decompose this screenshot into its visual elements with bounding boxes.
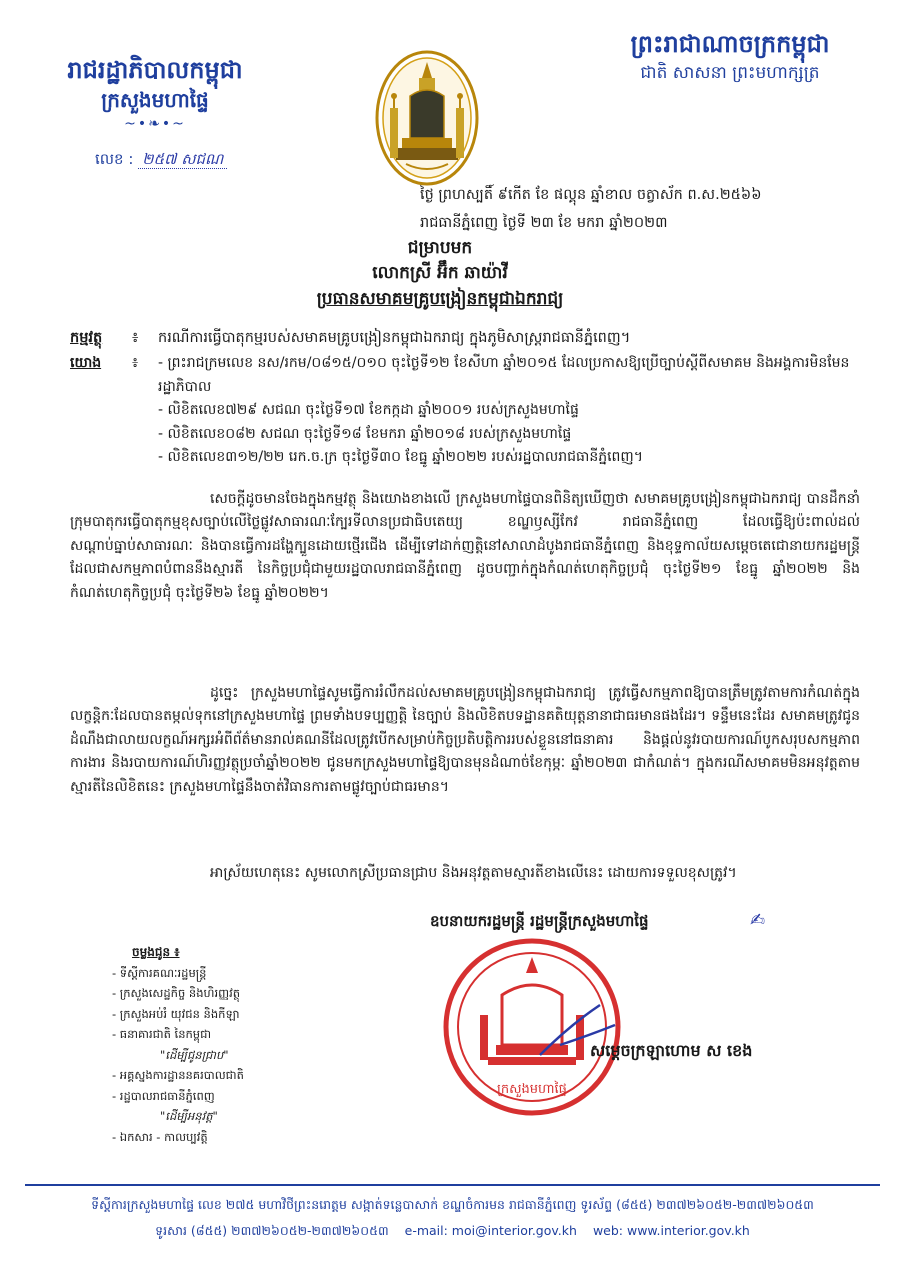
official-seal-icon: [440, 935, 625, 1120]
cc-item: - ក្រសួងសេដ្ឋកិច្ច និងហិរញ្ញវត្ថុ: [112, 986, 241, 1000]
kingdom-header: [590, 28, 870, 86]
recipient-title: ប្រធានសមាគមគ្រូបង្រៀនកម្ពុជាឯករាជ្យ: [316, 289, 564, 309]
signatory-title: ឧបនាយករដ្ឋមន្ត្រី រដ្ឋមន្ត្រីក្រសួងមហាផ្ទៃ: [430, 912, 649, 930]
cc-list: [112, 942, 372, 1147]
kingdom-name: ព្រះរាជាណាចក្រកម្ពុជា: [630, 30, 830, 58]
reference-item: - លិខិតលេខ៧២៩ សជណ ចុះថ្ងៃទី១៧ ខែកក្កដា ឆ្នាំ២០០១ របស់ក្រសួងមហាផ្ទៃ: [158, 402, 579, 418]
footer-divider: [25, 1184, 880, 1186]
subject-label: កម្មវត្ថុ: [70, 330, 103, 346]
references-label: យោង: [70, 355, 102, 371]
royal-emblem-icon: [372, 48, 482, 188]
footer-fax: ទូរសារ (៨៥៥) ២៣៧២៦០៥២-២៣៧២៦០៥៣: [155, 1223, 389, 1238]
recipient-block: [160, 236, 720, 313]
reference-item: - លិខិតលេខ៣១២/២២ រេក.ច.ក្រ ចុះថ្ងៃទី៣០ ខែធ្នូ ឆ្នាំ២០២២ របស់រដ្ឋបាលរាជធានីភ្នំពេញ។: [158, 449, 643, 465]
ministry-header: [40, 55, 270, 133]
cc-purpose: "ដើម្បីអនុវត្ត": [160, 1109, 218, 1123]
body-paragraph-3: អាស្រ័យហេតុនេះ សូមលោកស្រីប្រធានជ្រាប និងអនុវត្តតាមស្មារតីខាងលើនេះ ដោយការទទួលខុសត្រូវ។: [210, 865, 737, 881]
ministry-name: ក្រសួងមហាផ្ទៃ: [101, 88, 209, 112]
ornament: ~•❧•~: [124, 116, 186, 132]
seal-text: ក្រសួងមហាផ្ទៃ: [497, 1082, 567, 1097]
reference-value: ២៥៧ សជណ: [138, 150, 227, 169]
body-paragraph-2: ដូច្នេះ ក្រសួងមហាផ្ទៃសូមធ្វើការរំលឹកដល់សមាគមគ្រូបង្រៀនកម្ពុជាឯករាជ្យ ត្រូវធ្វើសកម្មភាពឱ្យបានត្រឹមត្រូវតាមការកំណត់ក្នុងលក្ខន្តិកៈដែលបានតម្កល់ទុកនៅក្រសួងមហាផ្ទៃ ព្រមទាំងបទប្បញ្ញត្តិ នៃច្បាប់ និងលិខិតបទដ្ឋានគតិយុត្តនានាជាធរមានផងដែរ។ ទន្ទឹមនេះដែរ សមាគមត្រូវជូនដំណឹងជាលាយលក្ខណ៍អក្សរអំពីព័ត៌មានរាល់គណនីដែលត្រូវបើកសម្រាប់កិច្ចប្រតិបត្តិការរបស់ខ្លួននៅធនាគារ និងផ្តល់នូវរបាយការណ៍បូកសរុបសកម្មភាពការងារ និងរបាយការណ៍ហិរញ្ញវត្ថុប្រចាំឆ្នាំ២០២២ ជូនមកក្រសួងមហាផ្ទៃឱ្យបានមុនដំណាច់ខែកុម្ភៈ ឆ្នាំ២០២៣ ជាកំណត់។ ក្នុងករណីសមាគមមិនអនុវត្តតាមស្មារតីនៃលិខិតនេះ ក្រសួងមហាផ្ទៃនឹងចាត់វិធានការតាមផ្លូវច្បាប់ជាធរមាន។: [70, 685, 860, 795]
reference-label: លេខ :: [95, 150, 134, 168]
body-paragraph-1: សេចក្តីដូចមានចែងក្នុងកម្មវត្ថុ និងយោងខាងលើ ក្រសួងមហាផ្ទៃបានពិនិត្យឃើញថា សមាគមគ្រូបង្រៀនកម្ពុជាឯករាជ្យ បានដឹកនាំក្រុមបាតុករធ្វើបាតុកម្មខុសច្បាប់លើថ្លៃផ្លូវសាធារណៈក្បែរទីលានប្រជាធិបតេយ្យ ខណ្ឌឫស្សីកែវ រាជធានីភ្នំពេញ ដែលធ្វើឱ្យប៉ះពាល់ដល់សណ្តាប់ធ្នាប់សាធារណៈ និងបានធ្វើការដង្ហែក្បួនដោយថ្មើរជើង ដើម្បីទៅដាក់ញត្តិនៅសាលាដំបូងរាជធានីភ្នំពេញ និងខុទ្ទកាល័យសម្តេចតេជោនាយករដ្ឋមន្ត្រី ដែលជាសកម្មភាពបំពាននឹងស្មារតី នៃកិច្ចប្រជុំជាមួយរដ្ឋបាលរាជធានីភ្នំពេញ ដូចបញ្ជាក់ក្នុងកំណត់ហេតុកិច្ចប្រជុំ ចុះថ្ងៃទី២១ ខែធ្នូ ឆ្នាំ២០២២ និងកំណត់ហេតុកិច្ចប្រជុំ ចុះថ្ងៃទី២៦ ខែធ្នូ ឆ្នាំ២០២២។: [70, 491, 860, 601]
subject-line: កម្មវត្ថុ ៖ ករណីការធ្វើបាតុកម្មរបស់សមាគមគ្រូបង្រៀនកម្ពុជាឯករាជ្យ ក្នុងភូមិសាស្រ្តរាជធានីភ្នំពេញ។: [70, 326, 860, 350]
cc-heading: ចម្លងជូន ៖: [132, 945, 180, 959]
reference-item: - លិខិតលេខ០៨២ សជណ ចុះថ្ងៃទី១៨ ខែមករា ឆ្នាំ២០១៨ របស់ក្រសួងមហាផ្ទៃ: [158, 425, 572, 442]
lunar-date: ថ្ងៃ ព្រហស្បតិ៍ ៩កើត ខែ ផល្គុន ឆ្នាំខាល ចត្វាស័ក ព.ស.២៥៦៦: [420, 187, 762, 203]
references: យោង ៖ - ព្រះរាជក្រមលេខ នស/រកម/០៨១៥/០១០ ចុះថ្ងៃទី១២ ខែសីហា ឆ្នាំ២០១៥ ដែលប្រកាសឱ្យប្រើច្បាប់ស្តីពីសមាគម និងអង្គការមិនមែនរដ្ឋាភិបាល - លិខិតលេខ៧២៩ សជណ ចុះថ្ងៃទី១៧ ខែកក្កដា ឆ្នាំ២០០១ របស់ក្រសួងមហាផ្ទៃ - លិខិតលេខ០៨២ សជណ ចុះថ្ងៃទី១៨ ខែមករា ឆ្នាំ២០១៨ របស់ក្រសួងមហាផ្ទៃ - លិខិតលេខ៣១២/២២ រេក.ច.ក្រ ចុះថ្ងៃទី៣០ ខែធ្នូ ឆ្នាំ២០២២ របស់រដ្ឋបាលរាជធានីភ្នំពេញ។: [70, 352, 860, 470]
cc-item: - រដ្ឋបាលរាជធានីភ្នំពេញ: [112, 1088, 215, 1103]
initials-mark: ✍: [750, 910, 766, 931]
footer-address: ទីស្តីការក្រសួងមហាផ្ទៃ លេខ ២៧៥ មហាវិថីព្រះនរោត្តម សង្កាត់ទន្លេបាសាក់ ខណ្ឌចំការមន រាជធានីភ្នំពេញ ទូរស័ព្ទ (៨៥៥) ២៣៧២៦០៥២-២៣៧២៦០៥៣: [91, 1197, 814, 1212]
footer-email[interactable]: e-mail: moi@interior.gov.kh: [404, 1223, 577, 1238]
footer-web[interactable]: web: www.interior.gov.kh: [592, 1223, 750, 1238]
reference-item: - ព្រះរាជក្រមលេខ នស/រកម/០៨១៥/០១០ ចុះថ្ងៃទី១២ ខែសីហា ឆ្នាំ២០១៥ ដែលប្រកាសឱ្យប្រើច្បាប់ស្តីពីសមាគម និងអង្គការមិនមែនរដ្ឋាភិបាល: [158, 355, 850, 395]
cc-purpose: "ដើម្បីជូនជ្រាប": [160, 1047, 229, 1062]
cc-item: - អគ្គស្នងការដ្ឋាននគរបាលជាតិ: [112, 1068, 244, 1082]
reference-number: [95, 150, 227, 172]
footer: [25, 1192, 880, 1244]
recipient-name: លោកស្រី អ៊ឹក ឆាយ៉ាវី: [372, 263, 508, 283]
government-name: រាជរដ្ឋាភិបាលកម្ពុជា: [67, 56, 243, 84]
subject-text: ករណីការធ្វើបាតុកម្មរបស់សមាគមគ្រូបង្រៀនកម្ពុជាឯករាជ្យ ក្នុងភូមិសាស្រ្តរាជធានីភ្នំពេញ។: [158, 330, 631, 346]
solar-date: រាជធានីភ្នំពេញ ថ្ងៃទី ២៣ ខែ មករា ឆ្នាំ២០២៣: [420, 215, 668, 231]
cc-item: - ទីស្តីការគណៈរដ្ឋមន្ត្រី: [112, 965, 207, 980]
cc-item: - ធនាគារជាតិ នៃកម្ពុជា: [112, 1027, 212, 1041]
national-motto: ជាតិ សាសនា ព្រះមហាក្សត្រ: [640, 63, 820, 83]
salutation: ជម្រាបមក: [407, 238, 473, 258]
cc-item: - ឯកសារ - កាលប្បវត្តិ: [112, 1129, 208, 1144]
signatory-name: សម្តេចក្រឡាហោម ស ខេង: [590, 1041, 753, 1060]
cc-item: - ក្រសួងអប់រំ យុវជន និងកីឡា: [112, 1006, 240, 1021]
